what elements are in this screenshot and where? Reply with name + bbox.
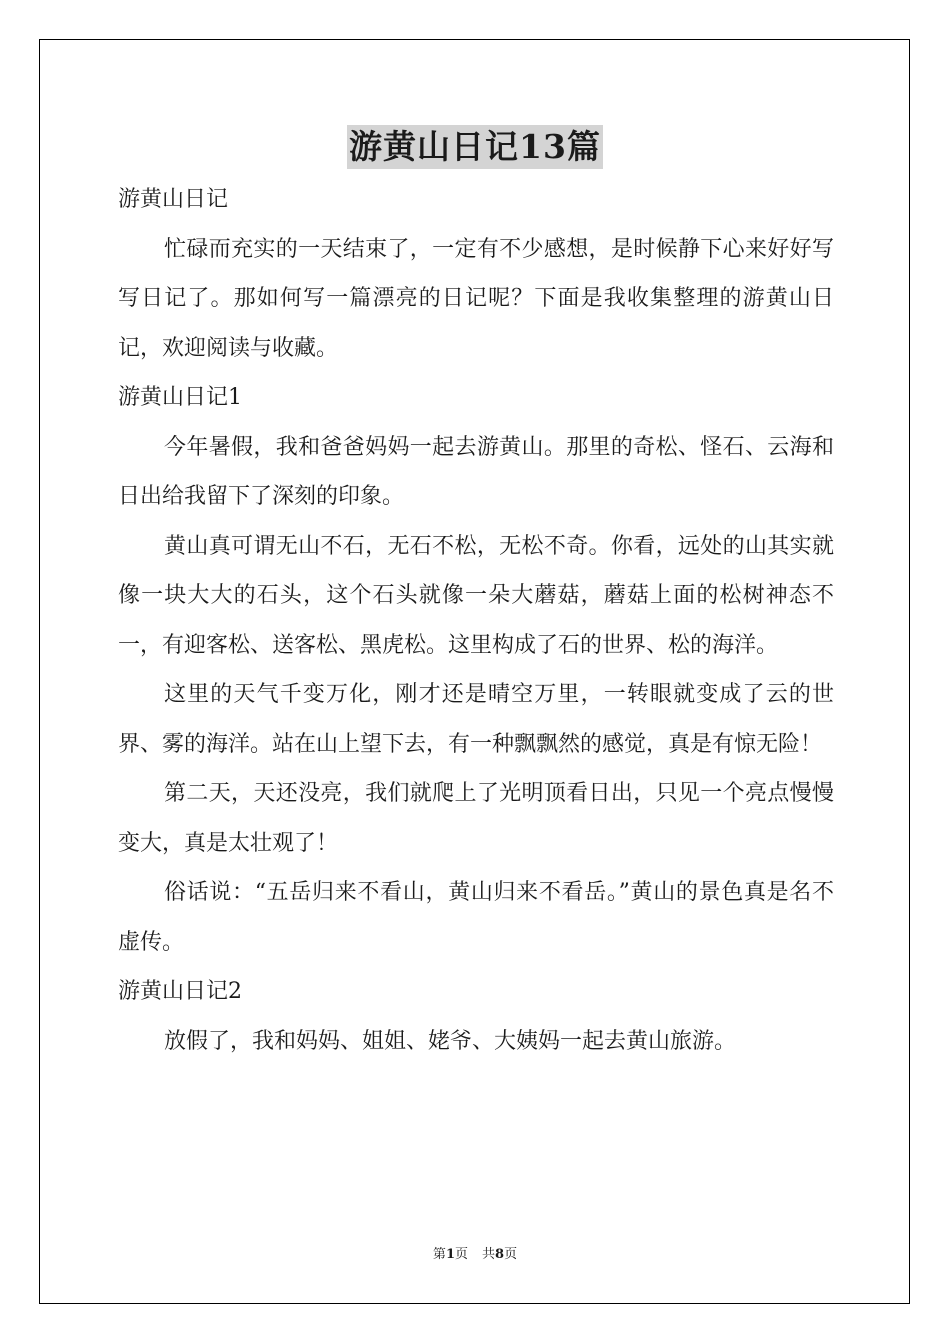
- page-current: 1: [445, 1247, 455, 1262]
- section-heading: 游黄山日记: [118, 187, 229, 212]
- page-footer: [0, 1246, 950, 1264]
- document-title: 游黄山日记13篇: [347, 125, 603, 169]
- section-heading: 游黄山日记2: [118, 979, 242, 1004]
- paragraph: 今年暑假，我和爸爸妈妈一起去游黄山。那里的奇松、怪石、云海和日出给我留下了深刻的印象。: [118, 434, 834, 509]
- total-unit: 页: [504, 1247, 518, 1262]
- paragraph: 俗话说：“五岳归来不看山，黄山归来不看岳。”黄山的景色真是名不虚传。: [118, 880, 834, 955]
- paragraph: 放假了，我和妈妈、姐姐、姥爷、大姨妈一起去黄山旅游。: [164, 1028, 737, 1054]
- document-body: [118, 175, 834, 1066]
- paragraph: 黄山真可谓无山不石，无石不松，无松不奇。你看，远处的山其实就像一块大大的石头，这个石头就像一朵大蘑菇，蘑菇上面的松树神态不一，有迎客松、送客松、黑虎松。这里构成了石的世界、松的海洋。: [118, 533, 834, 658]
- paragraph: 忙碌而充实的一天结束了，一定有不少感想，是时候静下心来好好写写日记了。那如何写一篇漂亮的日记呢？下面是我收集整理的游黄山日记，欢迎阅读与收藏。: [118, 236, 834, 361]
- page-prefix: 第: [432, 1247, 446, 1262]
- title-container: [0, 125, 950, 169]
- page-total: 8: [495, 1247, 505, 1262]
- paragraph: 这里的天气千变万化，刚才还是晴空万里，一转眼就变成了云的世界、雾的海洋。站在山上望下去，有一种飘飘然的感觉，真是有惊无险！: [118, 682, 834, 757]
- paragraph: 第二天，天还没亮，我们就爬上了光明顶看日出，只见一个亮点慢慢变大，真是太壮观了！: [118, 781, 834, 856]
- section-heading: 游黄山日记1: [118, 385, 242, 410]
- total-prefix: 共: [482, 1247, 496, 1262]
- page-unit: 页: [454, 1247, 468, 1262]
